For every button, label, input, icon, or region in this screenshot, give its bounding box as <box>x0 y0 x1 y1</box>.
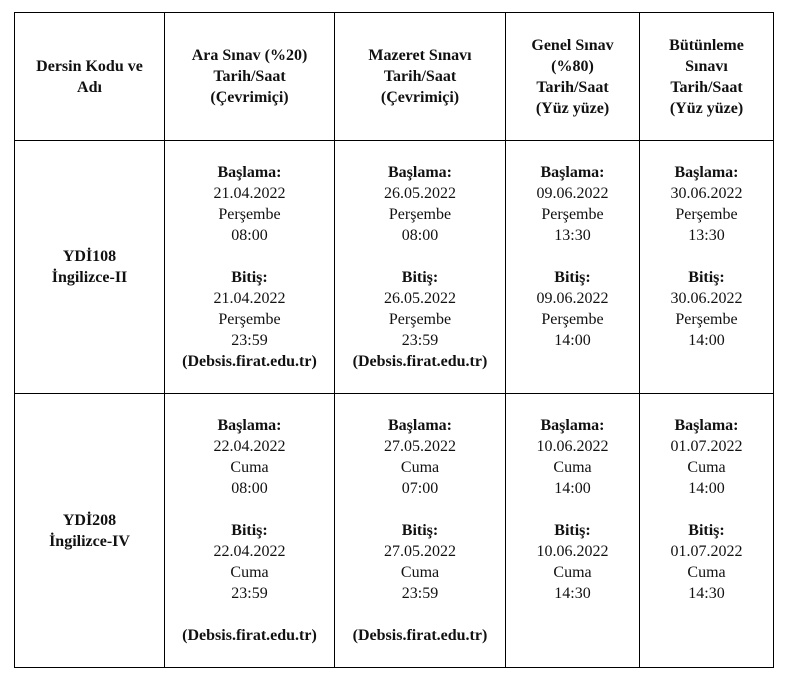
end-time: 14:30 <box>554 585 591 602</box>
start-time: 07:00 <box>401 480 439 497</box>
header-text: (Yüz yüze) <box>535 99 610 117</box>
start-time: 08:00 <box>231 480 268 497</box>
start-label: Başlama: <box>540 417 605 434</box>
end-date: 09.06.2022 <box>536 290 609 307</box>
end-label: Bitiş: <box>688 522 725 539</box>
end-day: Cuma <box>687 564 726 581</box>
header-text: Bütünleme <box>669 36 744 54</box>
start-day: Cuma <box>687 459 726 476</box>
start-time: 08:00 <box>401 227 439 244</box>
end-time: 23:59 <box>231 332 268 349</box>
exam-cell <box>335 394 506 668</box>
start-date: 09.06.2022 <box>536 185 609 202</box>
start-label: Başlama: <box>217 164 282 181</box>
end-day: Cuma <box>553 564 592 581</box>
start-day: Perşembe <box>541 206 604 223</box>
exam-cell <box>506 394 640 668</box>
end-label: Bitiş: <box>688 269 725 286</box>
end-day: Cuma <box>400 564 440 581</box>
start-label: Başlama: <box>217 417 282 434</box>
start-date: 27.05.2022 <box>384 438 456 455</box>
end-label: Bitiş: <box>231 522 268 539</box>
exam-cell <box>165 141 335 394</box>
course-cell <box>15 141 165 394</box>
start-date: 01.07.2022 <box>670 438 743 455</box>
end-day: Cuma <box>230 564 269 581</box>
end-day: Perşembe <box>541 311 604 328</box>
end-label: Bitiş: <box>401 522 439 539</box>
course-code: YDİ108 <box>62 248 117 265</box>
platform-note: (Debsis.firat.edu.tr) <box>352 627 488 644</box>
end-label: Bitiş: <box>554 269 591 286</box>
end-day: Perşembe <box>388 311 452 328</box>
start-date: 22.04.2022 <box>213 438 286 455</box>
header-text: (Çevrimiçi) <box>380 89 460 106</box>
end-date: 21.04.2022 <box>213 290 286 307</box>
header-text: Sınavı <box>685 57 728 75</box>
header-text: (Yüz yüze) <box>669 99 744 117</box>
end-day: Perşembe <box>218 311 281 328</box>
header-text: Tarih/Saat <box>213 68 286 85</box>
course-name: İngilizce-IV <box>49 532 130 550</box>
end-date: 30.06.2022 <box>670 290 743 307</box>
start-label: Başlama: <box>388 164 452 181</box>
start-label: Başlama: <box>540 164 605 181</box>
exam-schedule-table <box>14 12 774 668</box>
end-time: 23:59 <box>401 332 439 349</box>
exam-cell <box>165 394 335 668</box>
course-code: YDİ208 <box>62 511 117 529</box>
header-text: Ara Sınav (%20) <box>191 47 308 64</box>
end-time: 14:00 <box>554 332 591 349</box>
end-date: 26.05.2022 <box>384 290 456 307</box>
header-course <box>15 13 165 141</box>
end-date: 10.06.2022 <box>536 543 609 560</box>
table-row <box>15 141 774 394</box>
header-text: Tarih/Saat <box>670 78 743 96</box>
end-date: 01.07.2022 <box>670 543 743 560</box>
start-date: 26.05.2022 <box>384 185 456 202</box>
header-text: Tarih/Saat <box>536 78 609 96</box>
start-label: Başlama: <box>674 417 739 434</box>
exam-cell <box>506 141 640 394</box>
start-date: 10.06.2022 <box>536 438 609 455</box>
header-text: Adı <box>77 78 102 96</box>
end-label: Bitiş: <box>554 522 591 539</box>
start-day: Perşembe <box>218 206 281 223</box>
header-resit <box>640 13 774 141</box>
exam-cell <box>335 141 506 394</box>
platform-note: (Debsis.firat.edu.tr) <box>352 353 488 370</box>
header-text: Mazeret Sınavı <box>368 47 472 64</box>
end-label: Bitiş: <box>401 269 439 286</box>
course-cell <box>15 394 165 668</box>
end-label: Bitiş: <box>231 269 268 286</box>
start-time: 13:30 <box>554 227 591 244</box>
start-label: Başlama: <box>674 164 739 181</box>
start-time: 08:00 <box>231 227 268 244</box>
header-makeup <box>335 13 506 141</box>
end-time: 23:59 <box>401 585 439 602</box>
start-day: Cuma <box>400 459 440 476</box>
platform-note: (Debsis.firat.edu.tr) <box>182 627 317 644</box>
header-text: Dersin Kodu ve <box>36 57 143 75</box>
header-text: Tarih/Saat <box>383 68 457 85</box>
start-day: Cuma <box>230 459 269 476</box>
header-text: (%80) <box>551 57 594 75</box>
table-row <box>15 394 774 668</box>
end-date: 22.04.2022 <box>213 543 286 560</box>
start-date: 30.06.2022 <box>670 185 743 202</box>
header-midterm <box>165 13 335 141</box>
start-date: 21.04.2022 <box>213 185 286 202</box>
header-final <box>506 13 640 141</box>
course-name: İngilizce-II <box>51 269 128 286</box>
header-text: (Çevrimiçi) <box>210 89 289 106</box>
start-day: Perşembe <box>675 206 738 223</box>
end-date: 27.05.2022 <box>384 543 456 560</box>
start-time: 14:00 <box>688 480 725 497</box>
table-header-row <box>15 13 774 141</box>
start-label: Başlama: <box>388 417 452 434</box>
start-day: Cuma <box>553 459 592 476</box>
exam-cell <box>640 141 774 394</box>
end-time: 23:59 <box>231 585 268 602</box>
start-time: 13:30 <box>688 227 725 244</box>
end-day: Perşembe <box>675 311 738 328</box>
header-text: Genel Sınav <box>531 36 614 54</box>
exam-cell <box>640 394 774 668</box>
start-time: 14:00 <box>554 480 591 497</box>
end-time: 14:30 <box>688 585 725 602</box>
platform-note: (Debsis.firat.edu.tr) <box>182 353 317 370</box>
start-day: Perşembe <box>388 206 452 223</box>
end-time: 14:00 <box>688 332 725 349</box>
